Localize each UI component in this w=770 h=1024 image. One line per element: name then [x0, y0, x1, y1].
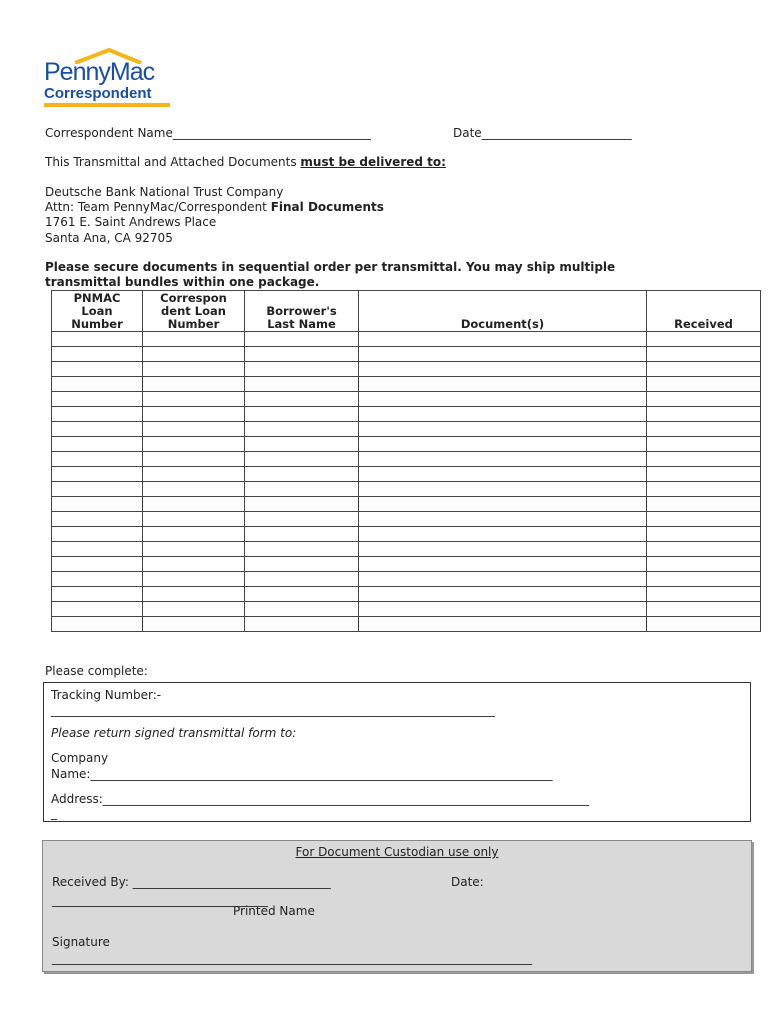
table-cell[interactable] — [143, 407, 245, 422]
table-cell[interactable] — [647, 542, 761, 557]
header-line: Correspon — [160, 291, 227, 305]
tracking-number-field[interactable]: __________________________________________________________________________ — [51, 703, 495, 717]
table-cell[interactable] — [143, 482, 245, 497]
table-cell[interactable] — [143, 347, 245, 362]
correspondent-name-field[interactable]: Correspondent Name_________________________________ — [45, 126, 371, 140]
table-cell[interactable] — [52, 332, 143, 347]
delivery-city: Santa Ana, CA 92705 — [45, 231, 173, 245]
table-cell[interactable] — [359, 497, 647, 512]
please-complete-label: Please complete: — [45, 664, 148, 678]
table-cell[interactable] — [647, 422, 761, 437]
table-cell[interactable] — [647, 527, 761, 542]
custodian-box — [42, 840, 752, 972]
table-cell[interactable] — [647, 497, 761, 512]
table-cell[interactable] — [359, 512, 647, 527]
header-borrower-last-name — [245, 291, 359, 332]
header-pnmac-loan-number — [52, 291, 143, 332]
table-cell[interactable] — [52, 362, 143, 377]
table-cell[interactable] — [143, 557, 245, 572]
return-info-box — [43, 682, 751, 822]
custodian-title-wrap — [43, 845, 751, 859]
table-cell[interactable] — [647, 347, 761, 362]
custodian-title: For Document Custodian use only — [295, 845, 499, 859]
table-cell[interactable] — [143, 377, 245, 392]
delivery-street: 1761 E. Saint Andrews Place — [45, 215, 217, 229]
table-cell[interactable] — [245, 617, 359, 632]
table-row — [52, 572, 761, 587]
table-row — [52, 422, 761, 437]
custodian-date-label: Date: — [451, 875, 484, 889]
address-field[interactable]: Address:_________________________________________________________________________________ — [51, 792, 589, 806]
header-documents: Document(s) — [359, 291, 647, 332]
table-row — [52, 512, 761, 527]
table-cell[interactable] — [245, 392, 359, 407]
instruction-line-2: transmittal bundles within one package. — [45, 275, 320, 289]
table-row — [52, 542, 761, 557]
table-row — [52, 527, 761, 542]
printed-name-label: Printed Name — [233, 904, 315, 918]
table-cell[interactable] — [143, 332, 245, 347]
table-cell[interactable] — [359, 407, 647, 422]
table-cell[interactable] — [245, 452, 359, 467]
table-cell[interactable] — [245, 377, 359, 392]
table-cell[interactable] — [143, 602, 245, 617]
table-row — [52, 392, 761, 407]
table-cell[interactable] — [52, 587, 143, 602]
table-cell[interactable] — [245, 512, 359, 527]
table-cell[interactable] — [52, 557, 143, 572]
table-cell[interactable] — [359, 422, 647, 437]
tracking-number-label: Tracking Number:- — [51, 688, 162, 702]
table-cell[interactable] — [647, 377, 761, 392]
table-row — [52, 617, 761, 632]
table-cell[interactable] — [52, 347, 143, 362]
table-cell[interactable] — [647, 452, 761, 467]
table-row — [52, 557, 761, 572]
instruction-line-1: Please secure documents in sequential order per transmittal. You may ship multiple — [45, 260, 616, 274]
table-cell[interactable] — [143, 512, 245, 527]
table-cell[interactable] — [143, 572, 245, 587]
table-header-row — [52, 291, 761, 332]
table-cell[interactable] — [245, 407, 359, 422]
signature-field[interactable]: ________________________________________________________________________________ — [52, 951, 532, 965]
table-cell[interactable] — [52, 542, 143, 557]
table-cell[interactable] — [359, 437, 647, 452]
table-cell[interactable] — [143, 437, 245, 452]
table-cell[interactable] — [245, 542, 359, 557]
table-cell[interactable] — [359, 602, 647, 617]
table-cell[interactable] — [143, 542, 245, 557]
header-line: Borrower's — [266, 304, 337, 318]
table-cell[interactable] — [647, 512, 761, 527]
table-cell[interactable] — [52, 527, 143, 542]
table-cell[interactable] — [647, 557, 761, 572]
table-cell[interactable] — [245, 572, 359, 587]
table-cell[interactable] — [647, 437, 761, 452]
header-received: Received — [647, 291, 761, 332]
table-cell[interactable] — [52, 497, 143, 512]
return-note: Please return signed transmittal form to: — [51, 726, 297, 740]
table-cell[interactable] — [52, 467, 143, 482]
table-cell[interactable] — [359, 527, 647, 542]
header-line: Number — [167, 317, 220, 331]
table-row — [52, 587, 761, 602]
table-cell[interactable] — [359, 467, 647, 482]
delivery-attn-bold: Final Documents — [270, 200, 384, 214]
table-cell[interactable] — [52, 512, 143, 527]
header-line: Last Name — [267, 317, 336, 331]
table-cell[interactable] — [245, 437, 359, 452]
table-cell[interactable] — [143, 392, 245, 407]
table-cell[interactable] — [647, 392, 761, 407]
header-line: Loan — [81, 304, 113, 318]
table-cell[interactable] — [143, 362, 245, 377]
signature-label: Signature — [52, 935, 110, 949]
table-row — [52, 452, 761, 467]
table-cell[interactable] — [647, 467, 761, 482]
table-cell[interactable] — [359, 557, 647, 572]
table-cell[interactable] — [647, 482, 761, 497]
table-cell[interactable] — [143, 422, 245, 437]
delivery-intro — [45, 155, 446, 169]
delivery-intro-text: This Transmittal and Attached Documents — [45, 155, 301, 169]
header-line: PNMAC — [73, 291, 121, 305]
company-name-label: Company — [51, 751, 109, 765]
table-cell[interactable] — [647, 617, 761, 632]
table-cell[interactable] — [245, 557, 359, 572]
table-cell[interactable] — [52, 572, 143, 587]
header-line: dent Loan — [161, 304, 226, 318]
table-cell[interactable] — [143, 587, 245, 602]
table-cell[interactable] — [245, 482, 359, 497]
table-cell[interactable] — [245, 332, 359, 347]
table-cell[interactable] — [52, 602, 143, 617]
table-row — [52, 437, 761, 452]
table-cell[interactable] — [245, 527, 359, 542]
table-cell[interactable] — [359, 452, 647, 467]
address-field-tail: _ — [51, 806, 57, 820]
table-cell[interactable] — [359, 377, 647, 392]
table-cell[interactable] — [359, 362, 647, 377]
table-cell[interactable] — [245, 602, 359, 617]
table-cell[interactable] — [647, 362, 761, 377]
table-cell[interactable] — [52, 437, 143, 452]
date-field[interactable]: Date_________________________ — [453, 126, 632, 140]
table-cell[interactable] — [359, 392, 647, 407]
logo-sub-text: Correspondent — [44, 85, 152, 102]
received-by-field[interactable]: Received By: _________________________________ — [52, 875, 331, 889]
table-cell[interactable] — [143, 452, 245, 467]
delivery-intro-emphasis: must be delivered to: — [300, 155, 446, 169]
table-body — [52, 332, 761, 632]
table-cell[interactable] — [647, 587, 761, 602]
table-cell[interactable] — [245, 347, 359, 362]
table-cell[interactable] — [359, 482, 647, 497]
table-row — [52, 497, 761, 512]
logo-underline — [44, 103, 170, 107]
table-row — [52, 332, 761, 347]
table-cell[interactable] — [647, 332, 761, 347]
table-cell[interactable] — [245, 422, 359, 437]
table-cell[interactable] — [647, 572, 761, 587]
logo-brand-text: PennyMac — [44, 58, 155, 86]
table-cell[interactable] — [52, 482, 143, 497]
delivery-attn-text: Attn: Team PennyMac/Correspondent — [45, 200, 271, 214]
table-cell[interactable] — [245, 587, 359, 602]
table-cell[interactable] — [359, 572, 647, 587]
header-line: Number — [71, 317, 123, 331]
table-row — [52, 467, 761, 482]
table-cell[interactable] — [52, 452, 143, 467]
table-cell[interactable] — [143, 497, 245, 512]
table-cell[interactable] — [52, 377, 143, 392]
table-cell[interactable] — [52, 392, 143, 407]
table-cell[interactable] — [359, 347, 647, 362]
table-row — [52, 407, 761, 422]
table-cell[interactable] — [359, 542, 647, 557]
table-cell[interactable] — [143, 467, 245, 482]
table-cell[interactable] — [52, 617, 143, 632]
table-cell[interactable] — [647, 407, 761, 422]
table-cell[interactable] — [647, 602, 761, 617]
table-row — [52, 362, 761, 377]
table-row — [52, 482, 761, 497]
table-cell[interactable] — [52, 422, 143, 437]
printed-name-line[interactable]: ____________________________________ — [52, 893, 268, 907]
table-cell[interactable] — [52, 407, 143, 422]
table-cell[interactable] — [245, 497, 359, 512]
table-row — [52, 377, 761, 392]
header-correspondent-loan-number — [143, 291, 245, 332]
delivery-attn — [45, 200, 384, 214]
table-cell[interactable] — [359, 332, 647, 347]
table-row — [52, 347, 761, 362]
table-cell[interactable] — [359, 617, 647, 632]
company-name-field[interactable]: Name:_____________________________________________________________________________ — [51, 767, 553, 781]
table-cell[interactable] — [245, 362, 359, 377]
pennymac-logo — [44, 48, 174, 110]
table-cell[interactable] — [143, 527, 245, 542]
transmittal-table — [51, 290, 761, 632]
table-row — [52, 602, 761, 617]
table-cell[interactable] — [143, 617, 245, 632]
delivery-company: Deutsche Bank National Trust Company — [45, 185, 284, 199]
table-cell[interactable] — [359, 587, 647, 602]
table-cell[interactable] — [245, 467, 359, 482]
